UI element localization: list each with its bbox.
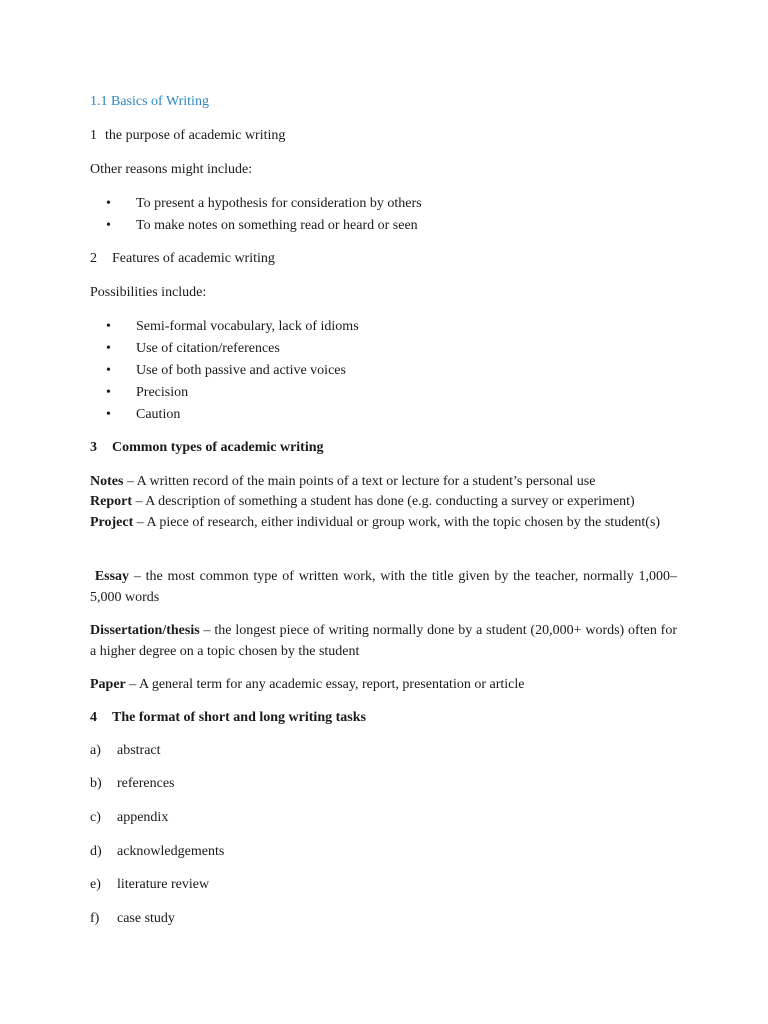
list-letter: b): [90, 776, 102, 791]
term-notes: Notes: [90, 474, 124, 489]
list-item: [106, 217, 422, 239]
bullet-icon: •: [106, 196, 111, 211]
bullet-text: To make notes on something read or heard or seen: [136, 218, 418, 233]
section-4-number: 4: [90, 710, 97, 725]
definition-report: [90, 492, 677, 513]
bullet-icon: •: [106, 218, 111, 233]
bullet-text: Use of both passive and active voices: [136, 363, 346, 378]
definition-essay: [90, 567, 677, 608]
definition-text: – the longest piece of writing normally done by a student (20,000+ words) often for a higher degree on a topic chosen by the student: [90, 623, 677, 659]
definition-text: – A written record of the main points of a text or lecture for a student’s personal use: [123, 474, 596, 489]
section-2-bullet-list: [106, 318, 359, 428]
definition-text: – A general term for any academic essay, report, presentation or article: [125, 677, 525, 692]
list-item: [106, 340, 359, 362]
list-letter: e): [90, 877, 101, 892]
list-letter: a): [90, 743, 101, 758]
bullet-text: Precision: [136, 385, 189, 400]
section-2-intro: Possibilities include:: [90, 285, 207, 300]
section-3-number: 3: [90, 440, 97, 455]
term-project: Project: [90, 515, 134, 530]
list-item: [106, 362, 359, 384]
bullet-text: Caution: [136, 407, 181, 422]
section-2-title: Features of academic writing: [112, 251, 275, 266]
list-item: [90, 742, 161, 760]
list-item: [90, 809, 168, 827]
list-letter: c): [90, 810, 101, 825]
bullet-text: Use of citation/references: [136, 341, 280, 356]
section-1-intro: Other reasons might include:: [90, 162, 253, 177]
section-1-title-line: [90, 127, 285, 145]
list-item: [106, 384, 359, 406]
list-item-text: appendix: [117, 810, 169, 825]
bullet-icon: •: [106, 319, 111, 334]
bullet-text: To present a hypothesis for consideration by others: [136, 196, 422, 211]
bullet-icon: •: [106, 385, 111, 400]
list-item: [90, 876, 209, 894]
list-item-text: references: [117, 776, 175, 791]
definition-project: [90, 513, 677, 534]
list-item-text: abstract: [117, 743, 161, 758]
section-3-title: Common types of academic writing: [112, 440, 324, 455]
term-dissertation: Dissertation/thesis: [90, 623, 200, 638]
bullet-text: Semi-formal vocabulary, lack of idioms: [136, 319, 359, 334]
list-item: [90, 910, 175, 928]
definition-dissertation: [90, 621, 677, 662]
section-1-title: the purpose of academic writing: [105, 128, 286, 143]
section-3-title-line: [90, 439, 324, 457]
term-report: Report: [90, 494, 132, 509]
bullet-icon: •: [106, 341, 111, 356]
term-paper: Paper: [90, 677, 126, 692]
list-item-text: acknowledgements: [117, 844, 225, 859]
list-item: [106, 406, 359, 428]
list-item: [106, 195, 422, 217]
section-2-title-line: [90, 250, 275, 268]
term-essay: Essay: [94, 569, 130, 584]
bullet-icon: •: [106, 363, 111, 378]
section-4-title-line: [90, 709, 366, 727]
list-item-text: case study: [117, 911, 175, 926]
section-4-title: The format of short and long writing tasks: [112, 710, 366, 725]
section-2-number: 2: [90, 251, 97, 266]
section-heading: 1.1 Basics of Writing: [90, 94, 209, 109]
section-1-bullet-list: [106, 195, 422, 239]
list-item: [106, 318, 359, 340]
bullet-icon: •: [106, 407, 111, 422]
definition-text: – A description of something a student has done (e.g. conducting a survey or experiment): [132, 494, 635, 509]
definition-text: – the most common type of written work, with the title given by the teacher, normally 1,000–5,000 words: [90, 569, 678, 605]
definition-text: – A piece of research, either individual or group work, with the topic chosen by the student(s): [133, 515, 661, 530]
list-item: [90, 843, 224, 861]
list-item: [90, 775, 175, 793]
definition-notes: [90, 472, 677, 493]
list-letter: d): [90, 844, 102, 859]
definition-paper: [90, 675, 677, 696]
list-item-text: literature review: [117, 877, 210, 892]
section-1-number: 1: [90, 128, 97, 143]
list-letter: f): [90, 911, 100, 926]
